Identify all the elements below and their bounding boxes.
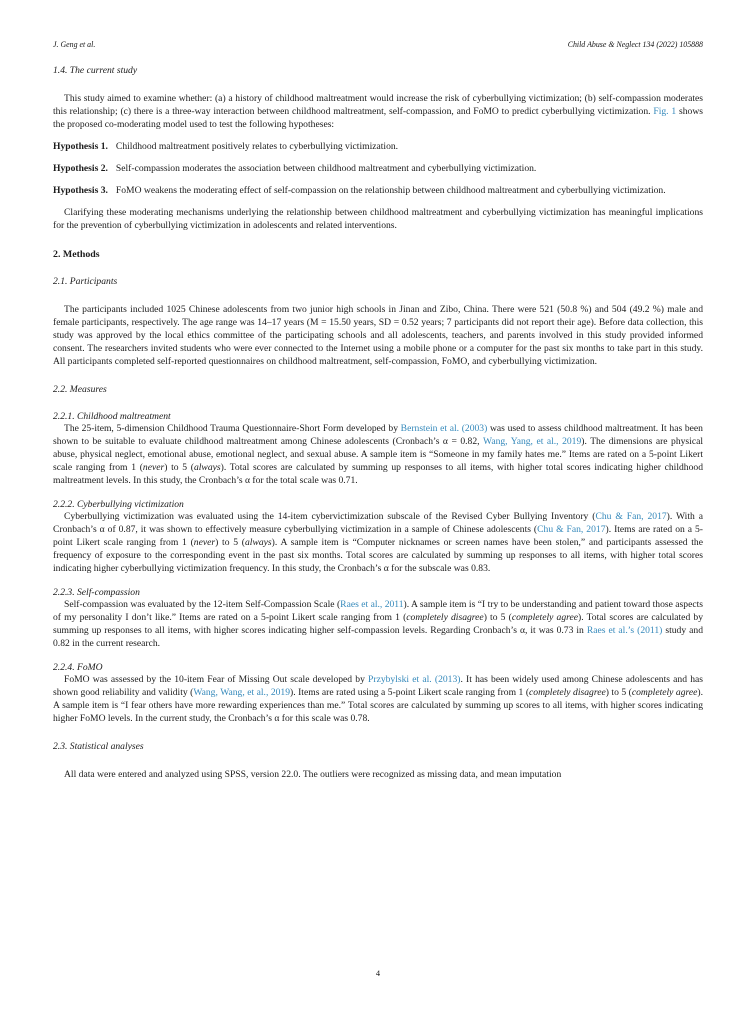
body-text: ). The dimensions are physical abuse, physical neglect, emotional abuse, emotional neglect, and sexual abuse. A sample item is “Someone in my family hates me.” Items are rated on a 5-point Likert scale ranging from 1 ( [53, 436, 703, 473]
italic-text: never [193, 537, 216, 548]
paragraph-fomo [53, 673, 703, 725]
heading-measures: 2.2. Measures [53, 384, 107, 395]
article-body [53, 65, 703, 781]
citation-link[interactable]: Fig. 1 [653, 106, 677, 117]
body-text: shows the proposed co-moderating model used to test the following hypotheses: [53, 106, 703, 130]
body-text: The 25-item, 5-dimension Childhood Trauma Questionnaire-Short Form developed by [64, 423, 401, 434]
body-text: This study aimed to examine whether: (a) a history of childhood maltreatment would increase the risk of cyberbullying victimization; (b) self-compassion moderates this relationship; (c) there is a three-way interaction between childhood maltreatment, self-compassion, and FoMO to predict cyberbullying victimization. [53, 93, 703, 117]
body-text: ). Total scores are calculated by summing up responses to all items, with higher total scores indicating higher childhood maltreatment levels. In this study, the Cronbach’s α for the total scale was 0.71. [53, 462, 703, 486]
body-text: All data were entered and analyzed using SPSS, version 22.0. The outliers were recognized as missing data, and mean imputation [64, 769, 562, 780]
body-text: ) to 5 ( [605, 687, 632, 698]
paragraph-statistical-analyses [53, 768, 703, 781]
body-text: ). A sample item is “I fear others have more rewarding experiences than me.” Total scores are calculated by summing up scores to all items, with higher scores indicating higher FoMO levels. In the current study, the Cronbach’s α for this scale was 0.78. [53, 687, 703, 724]
heading-methods: 2. Methods [53, 249, 100, 260]
body-text: Self-compassion was evaluated by the 12-item Self-Compassion Scale ( [64, 599, 341, 610]
body-text: ). Items are rated using a 5-point Likert scale ranging from 1 ( [290, 687, 530, 698]
heading-fomo: 2.2.4. FoMO [53, 662, 103, 673]
citation-link[interactable]: Przybylski et al. (2013) [368, 674, 461, 685]
citation-link[interactable]: Wang, Yang, et al., 2019 [483, 436, 582, 447]
body-text: Self-compassion moderates the association between childhood maltreatment and cyberbullying victimization. [115, 163, 537, 174]
italic-text: always [193, 462, 221, 473]
body-text: ). Total scores are calculated by summing up responses to all items, with higher scores indicating higher self-compassion levels. Regarding Cronbach’s α, it was 0.73 in [53, 612, 703, 636]
heading-statistical-analyses: 2.3. Statistical analyses [53, 741, 144, 752]
body-text: study and 0.82 in the current research. [53, 625, 703, 649]
heading-cyberbullying-victimization: 2.2.2. Cyberbullying victimization [53, 499, 184, 510]
body-text: Childhood maltreatment positively relates to cyberbullying victimization. [115, 141, 399, 152]
body-text: FoMO weakens the moderating effect of self-compassion on the relationship between childhood maltreatment and cyberbullying victimization. [115, 185, 666, 196]
hypothesis-3 [53, 184, 703, 197]
citation-link[interactable]: Wang, Wang, et al., 2019 [193, 687, 291, 698]
italic-text: completely agree [631, 687, 698, 698]
heading-participants: 2.1. Participants [53, 276, 118, 287]
citation-link[interactable]: Chu & Fan, 2017 [537, 524, 606, 535]
hypothesis-1 [53, 140, 703, 153]
italic-text: always [245, 537, 272, 548]
italic-text: completely disagree [406, 612, 484, 623]
page-number: 4 [375, 969, 381, 978]
body-text: was used to assess childhood maltreatment. It has been shown to be suitable to evaluate childhood maltreatment among Chinese adolescents (Cronbach’s α = 0.82, [53, 423, 703, 447]
bold-text: Hypothesis 2. [53, 163, 108, 174]
paragraph-participants [53, 303, 703, 368]
body-text: Cyberbullying victimization was evaluated using the 14-item cybervictimization subscale of the Revised Cyber Bullying Inventory ( [64, 511, 596, 522]
paragraph-childhood-maltreatment [53, 422, 703, 487]
body-text: ) to 5 ( [483, 612, 512, 623]
running-author: J. Geng et al. [53, 40, 96, 49]
heading-self-compassion: 2.2.3. Self-compassion [53, 587, 140, 598]
italic-text: completely agree [511, 612, 579, 623]
heading-childhood-maltreatment: 2.2.1. Childhood maltreatment [53, 411, 171, 422]
citation-link[interactable]: Chu & Fan, 2017 [595, 511, 667, 522]
citation-link[interactable]: Raes et al., 2011 [340, 599, 404, 610]
italic-text: never [142, 462, 165, 473]
paragraph-current-study [53, 92, 703, 131]
body-text: ). A sample item is “Computer nicknames or screen names have been stolen,” and participants assessed the frequency of exposure to the corresponding event in the past six months. Total scores are calculated by summing up responses to all items, with higher total scores indicating higher cyberbullying victimization frequency. In this study, the Cronbach’s α for the subscale was 0.83. [53, 537, 703, 574]
body-text: ). A sample item is “I try to be understanding and patient toward those aspects of my personality I don’t like.” Items are rated on a 5-point Likert scale ranging from 1 ( [53, 599, 703, 623]
body-text: FoMO was assessed by the 10-item Fear of Missing Out scale developed by [64, 674, 369, 685]
body-text: ). With a Cronbach’s α of 0.87, it was shown to effectively measure cyberbullying victimization in a sample of Chinese adolescents ( [53, 511, 703, 535]
bold-text: Hypothesis 3. [53, 185, 108, 196]
heading-current-study: 1.4. The current study [53, 65, 138, 76]
body-text: ) to 5 ( [164, 462, 194, 473]
body-text: Clarifying these moderating mechanisms underlying the relationship between childhood maltreatment and cyberbullying victimization has meaningful implications for the prevention of cyberbullying victimization in adolescents and related interventions. [53, 207, 703, 231]
paragraph-clarifying [53, 206, 703, 232]
body-text: ) to 5 ( [215, 537, 245, 548]
italic-text: completely disagree [529, 687, 606, 698]
bold-text: Hypothesis 1. [53, 141, 108, 152]
hypothesis-2 [53, 162, 703, 175]
paragraph-self-compassion [53, 598, 703, 650]
journal-reference: Child Abuse & Neglect 134 (2022) 105888 [567, 40, 703, 49]
citation-link[interactable]: Raes et al.’s (2011) [586, 625, 663, 636]
citation-link[interactable]: Bernstein et al. (2003) [400, 423, 488, 434]
page-header [53, 40, 703, 49]
body-text: . It has been widely used among Chinese adolescents and has shown good reliability and validity ( [53, 674, 703, 698]
page-footer [0, 969, 756, 978]
paragraph-cyberbullying-victimization [53, 510, 703, 575]
body-text: ). Items are rated on a 5-point Likert scale ranging from 1 ( [53, 524, 703, 548]
body-text: The participants included 1025 Chinese adolescents from two junior high schools in Jinan and Zibo, China. There were 521 (50.8 %) and 504 (49.2 %) male and female participants, respectively. The age range was 14–17 years (M = 15.50 years, SD = 0.52 years; 7 participants did not report their age). Before data collection, this study was approved by the local ethics committee of the participating schools and all adolescents, teachers, and parents involved in this study provided informed consent. The researchers invited students who were ever connected to the Internet using a mobile phone or a computer for the past six months to take part in this study. All participants completed self-reported questionnaires on childhood maltreatment, self-compassion, FoMO, and cyberbullying victimization. [53, 304, 703, 367]
